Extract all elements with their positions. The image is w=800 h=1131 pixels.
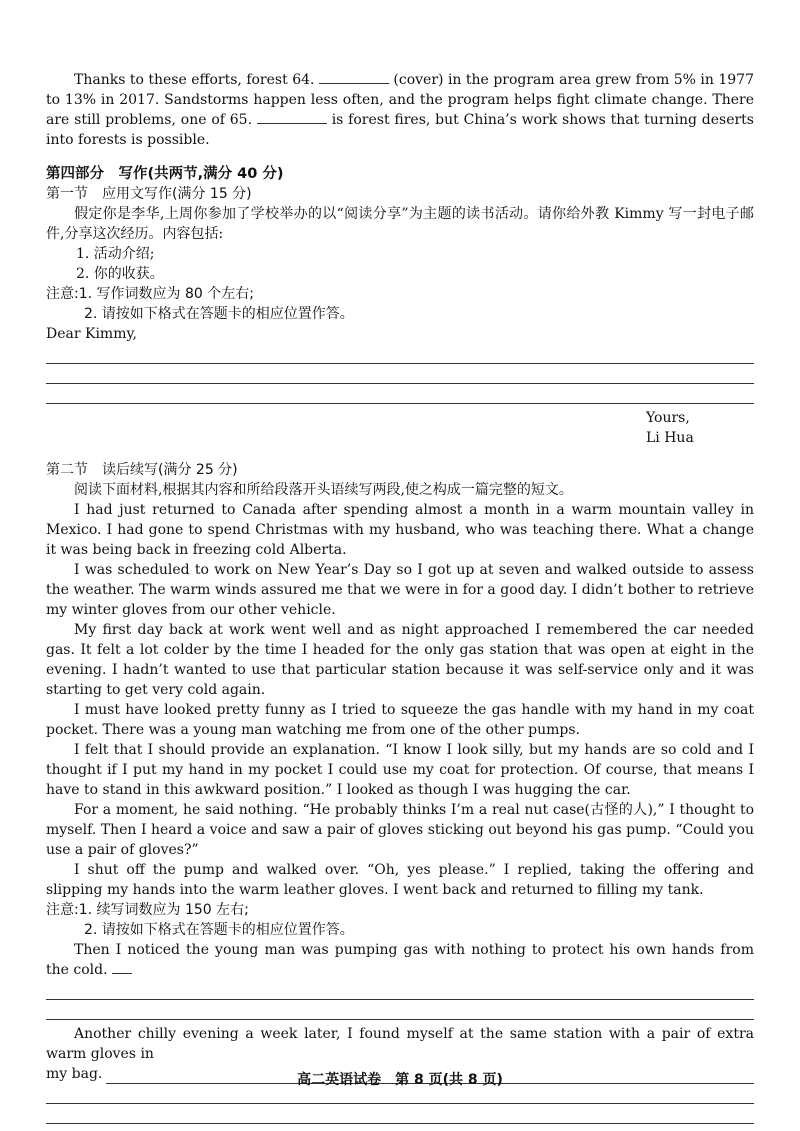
section1-prompt: 假定你是李华,上周你参加了学校举办的以“阅读分享”为主题的读书活动。请你给外教 Kimmy 写一封电子邮件,分享这次经历。内容包括: bbox=[46, 206, 754, 242]
writing-line[interactable] bbox=[46, 344, 754, 364]
story-paragraph: For a moment, he said nothing. “He probably thinks I’m a real nut case(古怪的人),” I thought to myself. Then I heard a voice and saw a pair of gloves sticking out beyond his gas pump. “Could you use a pair of gloves?” bbox=[46, 802, 754, 858]
passage-text: Thanks to these efforts, forest 64. bbox=[74, 72, 315, 88]
email-closing: Yours, bbox=[646, 410, 690, 426]
writing-line[interactable] bbox=[46, 364, 754, 384]
note-word-count: 注意:1. 写作词数应为 80 个左右; bbox=[46, 286, 254, 302]
story-paragraph: I had just returned to Canada after spending almost a month in a warm mountain valley in Mexico. I had gone to spend Christmas with my husband, who was teaching there. What a change it was being back in freezing cold Alberta. bbox=[46, 502, 754, 558]
page-footer: 高二英语试卷 第 8 页(共 8 页) bbox=[297, 1072, 503, 1088]
continuation-opener-2: Another chilly evening a week later, I found myself at the same station with a pair of extra warm gloves in bbox=[46, 1026, 754, 1062]
story-paragraph: I was scheduled to work on New Year’s Day so I got up at seven and walked outside to assess the weather. The warm winds assured me that we were in for a good day. I didn’t bother to retrieve my winter gloves from our other vehicle. bbox=[46, 562, 754, 618]
opener-text: Then I noticed the young man was pumping gas with nothing to protect his own hands from the cold. bbox=[46, 942, 754, 978]
writing-line[interactable] bbox=[46, 980, 754, 1000]
opener-tail: my bag. bbox=[46, 1066, 103, 1082]
writing-line[interactable] bbox=[46, 1104, 754, 1124]
continuation-opener-1 bbox=[46, 940, 754, 980]
section2-prompt: 阅读下面材料,根据其内容和所给段落开头语续写两段,使之构成一篇完整的短文。 bbox=[74, 482, 573, 498]
writing-line[interactable] bbox=[112, 960, 132, 974]
writing-line[interactable] bbox=[46, 1000, 754, 1020]
writing-line[interactable] bbox=[46, 384, 754, 404]
part4-title: 第四部分 写作(共两节,满分 40 分) bbox=[46, 166, 284, 182]
passage-text: is forest fires, but China’s work shows that turning deserts into forests is possible. bbox=[46, 112, 754, 148]
content-item-1: 1. 活动介绍; bbox=[76, 246, 155, 262]
answer-blank-65[interactable] bbox=[257, 110, 327, 124]
exam-page bbox=[46, 70, 754, 1124]
answer-blank-64[interactable] bbox=[319, 70, 389, 84]
email-signature: Li Hua bbox=[646, 430, 694, 446]
story-paragraph: I shut off the pump and walked over. “Oh, yes please.” I replied, taking the offering and slipping my hands into the warm leather gloves. I went back and returned to filling my tank. bbox=[46, 862, 754, 898]
section2-title: 第二节 读后续写(满分 25 分) bbox=[46, 462, 238, 478]
story-paragraph: I must have looked pretty funny as I tried to squeeze the gas handle with my hand in my coat pocket. There was a young man watching me from one of the other pumps. bbox=[46, 702, 754, 738]
note-word-count-2: 注意:1. 续写词数应为 150 左右; bbox=[46, 902, 249, 918]
note-format-2: 2. 请按如下格式在答题卡的相应位置作答。 bbox=[84, 922, 354, 938]
passage-text: (cover) in the program area grew from 5% in 1977 to 13% in 2017. Sandstorms happen less often, and the program helps fight climate change. There are still problems, one of 65. bbox=[46, 72, 754, 128]
story-paragraph: I felt that I should provide an explanation. “I know I look silly, but my hands are so cold and I thought if I put my hand in my pocket I could use my coat for protection. Of course, that means I have to stand in this awkward position.” I looked as though I was hugging the car. bbox=[46, 742, 754, 798]
passage-paragraph bbox=[46, 70, 754, 150]
section1-title: 第一节 应用文写作(满分 15 分) bbox=[46, 186, 252, 202]
email-greeting: Dear Kimmy, bbox=[46, 326, 137, 342]
note-format: 2. 请按如下格式在答题卡的相应位置作答。 bbox=[84, 306, 354, 322]
story-paragraph: My first day back at work went well and as night approached I remembered the car needed gas. It felt a lot colder by the time I headed for the only gas station that was open at eight in the evening. I hadn’t wanted to use that particular station because it was self-service only and it was starting to get very cold again. bbox=[46, 622, 754, 698]
content-item-2: 2. 你的收获。 bbox=[76, 266, 164, 282]
